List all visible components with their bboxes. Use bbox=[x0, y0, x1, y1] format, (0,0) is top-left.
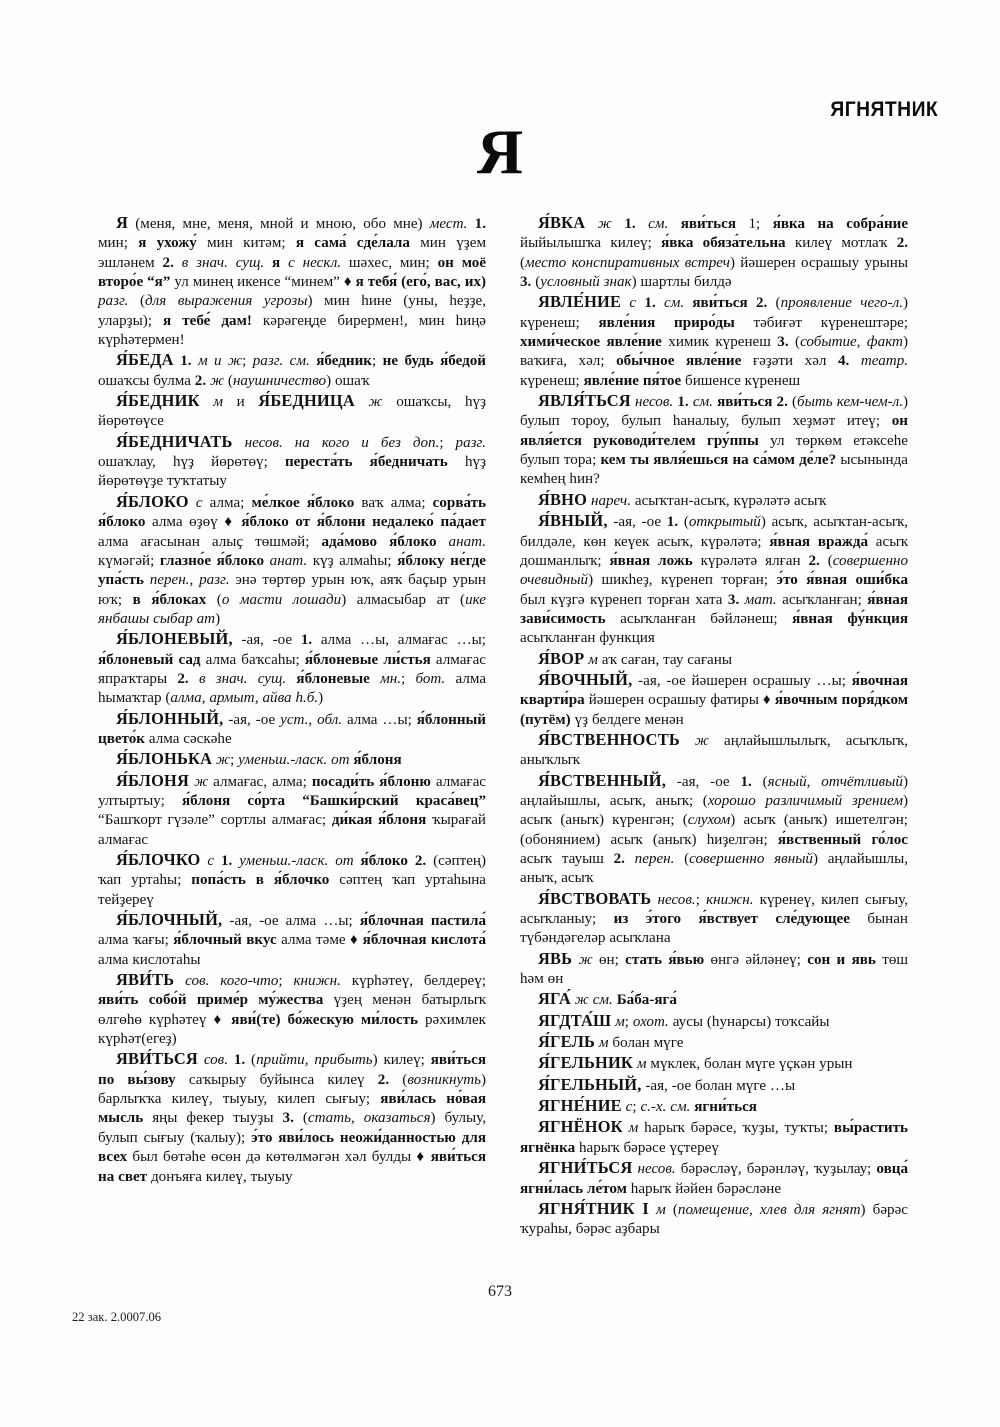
dictionary-entry: ЯГДТА́Ш м; охот. аусы (һунарсы) тоҡсайы bbox=[538, 1010, 830, 1030]
dictionary-entry: ЯВИ́ТЬ сов. кого-что; книжн. күрһәтеү, белдереү; яви́ть собо́й приме́р му́жества үҙең менән батырлыҡ өлгөһө күрһәтеү ♦ яви́(те) бо́жескую ми́лость рәхимлек күрһәт(егеҙ) bbox=[98, 970, 486, 1049]
dictionary-entry: ЯГНЯ́ТНИК I м (помещение, хлев для ягнят) бәрәс ҡураһы, бәрәс аҙбары bbox=[520, 1198, 908, 1238]
dictionary-entry: Я́БЕДНИЧАТЬ несов. на кого и без доп.; разг. ошаҡлау, һүҙ йөрөтөү; переста́ть я́бедничать һүҙ йөрөтөүҙе туҡтатыу bbox=[98, 431, 487, 490]
dictionary-entry: Я́БЛОНЕВЫЙ, -ая, -ое 1. алма …ы, алмағас …ы; я́блоневый сад алма баҡсаһы; я́блоневые ли́стья алмағас япраҡтары 2. в знач. сущ. я́блоневые мн.; бот. алма һымаҡтар (алма, армыт, айва һ.б.) bbox=[98, 629, 487, 707]
two-column-body bbox=[98, 213, 908, 1240]
dictionary-entry: Я́ВСТВОВАТЬ несов.; книжн. күренеү, килеп сығыу, асыҡланыу; из э́того я́вствует сле́дующее бынан түбәндәгеләр асыҡлана bbox=[520, 888, 908, 947]
dictionary-entry: Я́БЛОННЫЙ, -ая, -ое уст., обл. алма …ы; я́блонный цвето́к алма сәскәһе bbox=[98, 708, 486, 747]
dictionary-entry: Я (меня, мне, меня, мной и мною, обо мне) мест. 1. мин; я ухожу́ мин китәм; я сама́ сде́лала мин үҙем эшләнем 2. в знач. сущ. я с нескл. шәхес, мин; он моё второ́е “я” ул минең икенсе “минем” ♦ я тебя́ (его́, вас, их) разг. (для выражения угрозы) мин һине (уны, һеҙҙе, уларҙы); я тебе́ дам! кәрәгеңде бирермен!, мин һиңә күрһәтермен! bbox=[98, 213, 486, 350]
section-letter-heading: Я bbox=[476, 116, 524, 187]
dictionary-entry: ЯГНЁНОК м һарыҡ бәрәсе, ҡуҙы, туҡты; вы́растить ягнёнка һарыҡ бәрәсе үҫтереү bbox=[520, 1117, 909, 1156]
dictionary-entry: Я́ВСТВЕННЫЙ, -ая, -ое 1. (ясный, отчётливый) аңлайышлы, асыҡ, аныҡ; (хорошо различимый зрением) асыҡ (аныҡ) күренгән; (слухом) асыҡ (аныҡ) ишетелгән; (обонянием) асыҡ (аныҡ) һиҙелгән; я́вственный го́лос асыҡ тауыш 2. перен. (совершенно явный) аңлайышлы, аныҡ, асыҡ bbox=[520, 770, 908, 887]
dictionary-entry: Я́ВКА ж 1. см. яви́ться 1; я́вка на собра́ние йыйылышҡа килеү; я́вка обяза́тельна килеү мотлаҡ 2. (место конспиративных встреч) йәшерен осрашыу урыны 3. (условный знак) шартлы билдә bbox=[520, 213, 909, 291]
right-column bbox=[520, 213, 908, 1240]
dictionary-entry: Я́ГЕЛЬНЫЙ, -ая, -ое болан мүге …ы bbox=[538, 1074, 796, 1094]
dictionary-entry: ЯВЛЕ́НИЕ с 1. см. яви́ться 2. (проявление чего-л.) күренеш; явле́ния приро́ды тәбиғәт күренештәре; хими́ческое явле́ние химик күренеш 3. (событие, факт) ваҡиға, хәл; обы́чное явле́ние ғәҙәти хәл 4. театр. күренеш; явле́ние пя́тое бишенсе күренеш bbox=[520, 292, 909, 389]
dictionary-entry: Я́БЛОКО с алма; ме́лкое я́блоко ваҡ алма; сорва́ть я́блоко алма өҙөү ♦ я́блоко от я́блони недалеко́ па́дает алма ағасынан алыҫ төшмәй; ада́мово я́блоко анат. күмәгәй; глазно́е я́блоко анат. күҙ алмаһы; я́блоку не́где упа́сть перен., разг. энә төртөр урын юҡ, аяҡ баҫыр урын юҡ; в я́блоках (о масти лошади) алмасыбар ат (ике янбашы сыбар ат) bbox=[98, 492, 486, 629]
dictionary-entry: ЯВЬ ж өн; стать я́вью өнгә әйләнеү; сон и явь төш һәм өн bbox=[520, 948, 909, 988]
dictionary-entry: Я́ГЕЛЬ м болан мүге bbox=[538, 1032, 684, 1052]
dictionary-entry: ЯВЛЯ́ТЬСЯ несов. 1. см. яви́ться 2. (быть кем-чем-л.) булып тороу, булып һаналыу, булып хеҙмәт итеү; он явля́ется руководи́телем гру́ппы ул төркөм етәксеһе булып тора; кем ты явля́ешься на са́мом де́ле? ысынында кемһең һин? bbox=[520, 391, 909, 488]
left-column bbox=[98, 213, 486, 1240]
dictionary-entry: ЯГНЕ́НИЕ с; с.-х. см. ягни́ться bbox=[538, 1096, 757, 1116]
dictionary-entry: Я́ВСТВЕННОСТЬ ж аңлайышлылыҡ, асыҡлыҡ, аныҡлыҡ bbox=[520, 729, 908, 769]
dictionary-entry: Я́БЕДНИК м и Я́БЕДНИЦА ж ошаҡсы, һүҙ йөрөтөүсе bbox=[98, 391, 487, 430]
dictionary-entry: Я́БЛОЧНЫЙ, -ая, -ое алма …ы; я́блочная пастила́ алма ҡағы; я́блочный вкус алма тәме ♦ я́блочная кислота́ алма кислотаһы bbox=[98, 910, 486, 970]
running-head: ЯГНЯТНИК bbox=[830, 98, 938, 121]
dictionary-entry: Я́ВНО нареч. асыҡтан-асыҡ, күрәләтә асыҡ bbox=[538, 489, 827, 509]
dictionary-entry: Я́БЛОНЯ ж алмағас, алма; посади́ть я́блоню алмағас ултыртыу; я́блоня со́рта “Башки́рский краса́вец” “Башҡорт гүзәле” сортлы алмағас; ди́кая я́блоня ҡырағай алмағас bbox=[98, 770, 487, 848]
dictionary-entry: Я́ВОР м аҡ саған, тау сағаны bbox=[538, 648, 732, 668]
dictionary-entry: Я́ВНЫЙ, -ая, -ое 1. (открытый) асыҡ, асыҡтан-асыҡ, билдәле, көн кеүек асыҡ, күрәләтә; я́вная вражда́ асыҡ дошманлыҡ; я́вная ложь күрәләтә ялған 2. (совершенно очевидный) шикһеҙ, күренеп торған; э́то я́вная оши́бка был күҙгә күренеп торған хата 3. мат. асыҡланған; я́вная зави́симость асыҡланған бәйләнеш; я́вная фу́нкция асыҡланған функция bbox=[520, 511, 909, 647]
print-imprint: 22 зак. 2.0007.06 bbox=[72, 1310, 162, 1324]
page-number: 673 bbox=[488, 1283, 512, 1300]
dictionary-entry: Я́ВОЧНЫЙ, -ая, -ое йәшерен осрашыу …ы; я́вочная кварти́ра йәшерен осрашыу фатиры ♦ я́вочным поря́дком (путём) үҙ белдеге менән bbox=[520, 670, 908, 730]
dictionary-entry: Я́БЛОНЬКА ж; уменьш.-ласк. от я́блоня bbox=[116, 749, 402, 769]
dictionary-entry: Я́БЛОЧКО с 1. уменьш.-ласк. от я́блоко 2. (сәптең) ҡап уртаһы; попа́сть в я́блочко сәптең ҡап уртаһына тейҙереү bbox=[98, 850, 486, 908]
dictionary-entry: ЯГНИ́ТЬСЯ несов. бәрәсләү, бәрәнләү, ҡуҙылау; овца́ ягни́лась ле́том һарыҡ йәйен бәрәсләне bbox=[520, 1158, 908, 1197]
dictionary-entry: ЯГА́ ж см. Ба́ба-яга́ bbox=[538, 989, 677, 1009]
dictionary-entry: ЯВИ́ТЬСЯ сов. 1. (прийти, прибыть) килеү; яви́ться по вы́зову саҡырыу буйынса килеү 2. (возникнуть) барлыҡҡа килеү, тыуыу, килеп сығыу; яви́лась но́вая мысль яңы фекер тыуҙы 3. (стать, оказаться) булыу, булып сығыу (ҡалыу); э́то яви́лось неожи́данностью для всех был бөтәһе өсөн дә көтөлмәгән хәл булды ♦ яви́ться на свет донъяға килеү, тыуыу bbox=[98, 1049, 486, 1186]
dictionary-entry: Я́ГЕЛЬНИК м мүклек, болан мүге үҫкән урын bbox=[538, 1053, 853, 1073]
dictionary-entry: Я́БЕДА 1. м и ж; разг. см. я́бедник; не будь я́бедой ошаҡсы булма 2. ж (наушничество) ошаҡ bbox=[98, 350, 486, 389]
